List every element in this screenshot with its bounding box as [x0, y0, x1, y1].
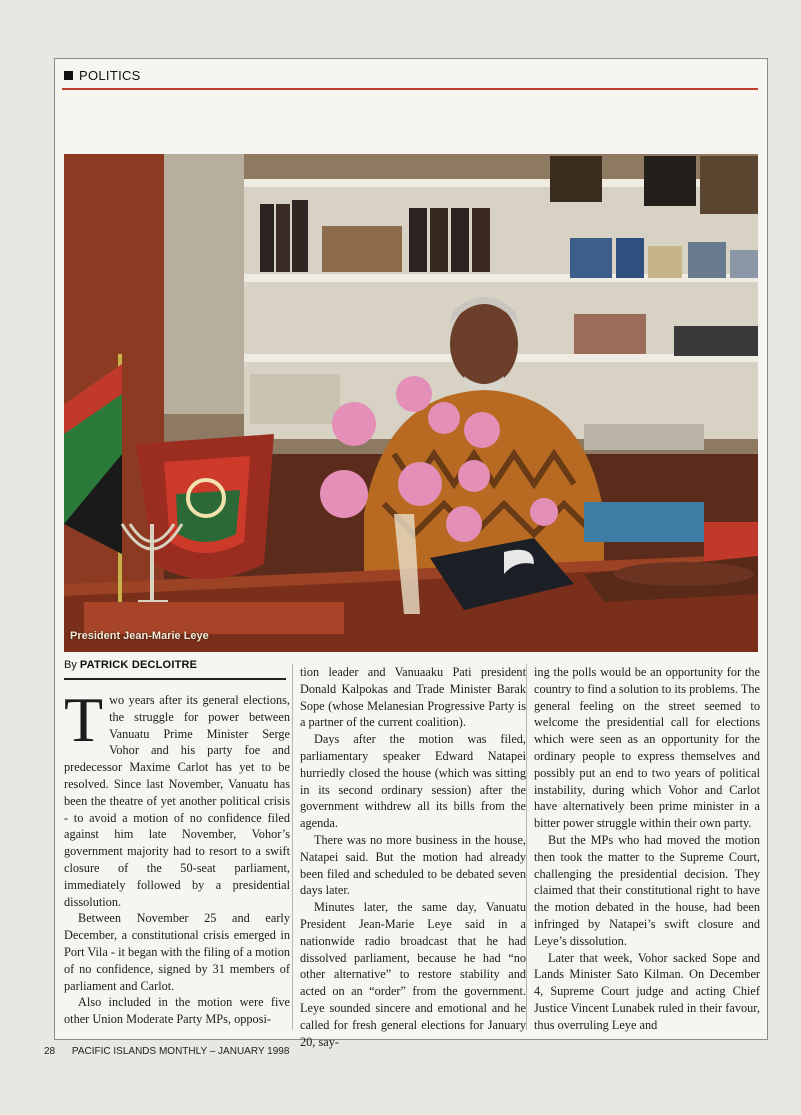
byline	[64, 659, 197, 671]
paragraph: Between November 25 and early December, a constitutional crisis emerged in Port Vila - it began with the filing of a motion of no confidence, signed by 31 members of parliament and Carlot.	[64, 911, 290, 993]
red-divider	[62, 88, 758, 90]
byline-rule	[64, 678, 286, 680]
article-column-1	[64, 684, 290, 1028]
square-bullet-icon	[64, 71, 73, 80]
publication-info: PACIFIC ISLANDS MONTHLY – JANUARY 1998	[71, 1046, 290, 1057]
paragraph: tion leader and Vanuaaku Pati president Donald Kalpokas and Trade Minister Barak Sope (whose Melanesian Progressive Party is a partner of the current coalition).	[300, 665, 526, 730]
paragraph: There was no more business in the house, Natapei said. But the motion had already been filed and scheduled to be debated seven days later.	[300, 832, 526, 898]
byline-author: PATRICK DECLOITRE	[79, 659, 198, 671]
article-photo	[64, 154, 758, 652]
paragraph: Two years after its general elections, the struggle for power between Vanuatu Prime Minister Serge Vohor and his party foe and predecessor Maxime Carlot has yet to be resolved. Since last November, Vanuatu has been the theatre of yet another political crisis - to avoid a motion of no confidence filed against him late November, Vohor’s government majority had to resort to a swift closure of the 50-seat parliament, immediately followed by a presidential dissolution.	[64, 684, 290, 909]
office-scene-illustration	[64, 154, 758, 652]
page-footer	[44, 1046, 289, 1057]
paragraph: Days after the motion was filed, parliamentary speaker Edward Natapei hurriedly closed the house (which was sitting in its second ordinary session) after the government withdrew all its bills from the agenda.	[300, 732, 526, 831]
paragraph: Also included in the motion were five other Union Moderate Party MPs, opposi-	[64, 995, 290, 1027]
drop-cap: T	[64, 684, 104, 755]
paragraph: Minutes later, the same day, Vanuatu President Jean-Marie Leye said in a nationwide radio broadcast that he had dissolved parliament, because he had “no other alternative” to restore stability and acted on an “order” from the government. Leye sounded sincere and emotional and he called for fresh general elections for January 20, say-	[300, 900, 526, 1049]
section-heading	[64, 68, 141, 83]
column-divider	[292, 664, 293, 1030]
paragraph: But the MPs who had moved the motion then took the matter to the Supreme Court, challenging the presidential decision. They claimed that their constitutional right to have the motion debated in the house, had been infringed by Natapei’s swift closure and Leye’s dissolution.	[534, 832, 760, 948]
paragraph: ing the polls would be an opportunity for the country to find a solution to its problems. The general feeling on the street seemed to welcome the presidential call for elections which were seen as an opportunity for the ordinary people to express themselves and possibly put an end to two years of political instability, during which Vohor and Carlot have alternatively been prime minister in a bitter power struggle within their own party.	[534, 665, 760, 831]
column-divider	[526, 664, 527, 1030]
section-label: POLITICS	[79, 68, 141, 83]
article-column-2	[300, 664, 526, 1050]
paragraph: Later that week, Vohor sacked Sope and Lands Minister Sato Kilman. On December 4, Supreme Court judge and acting Chief Justice Vincent Lunabek ruled in their favour, thus overruling Leye and	[534, 950, 760, 1032]
article-column-3	[534, 664, 760, 1034]
page-number: 28	[44, 1046, 56, 1057]
byline-prefix: By	[64, 659, 77, 671]
photo-caption: President Jean-Marie Leye	[70, 630, 209, 642]
